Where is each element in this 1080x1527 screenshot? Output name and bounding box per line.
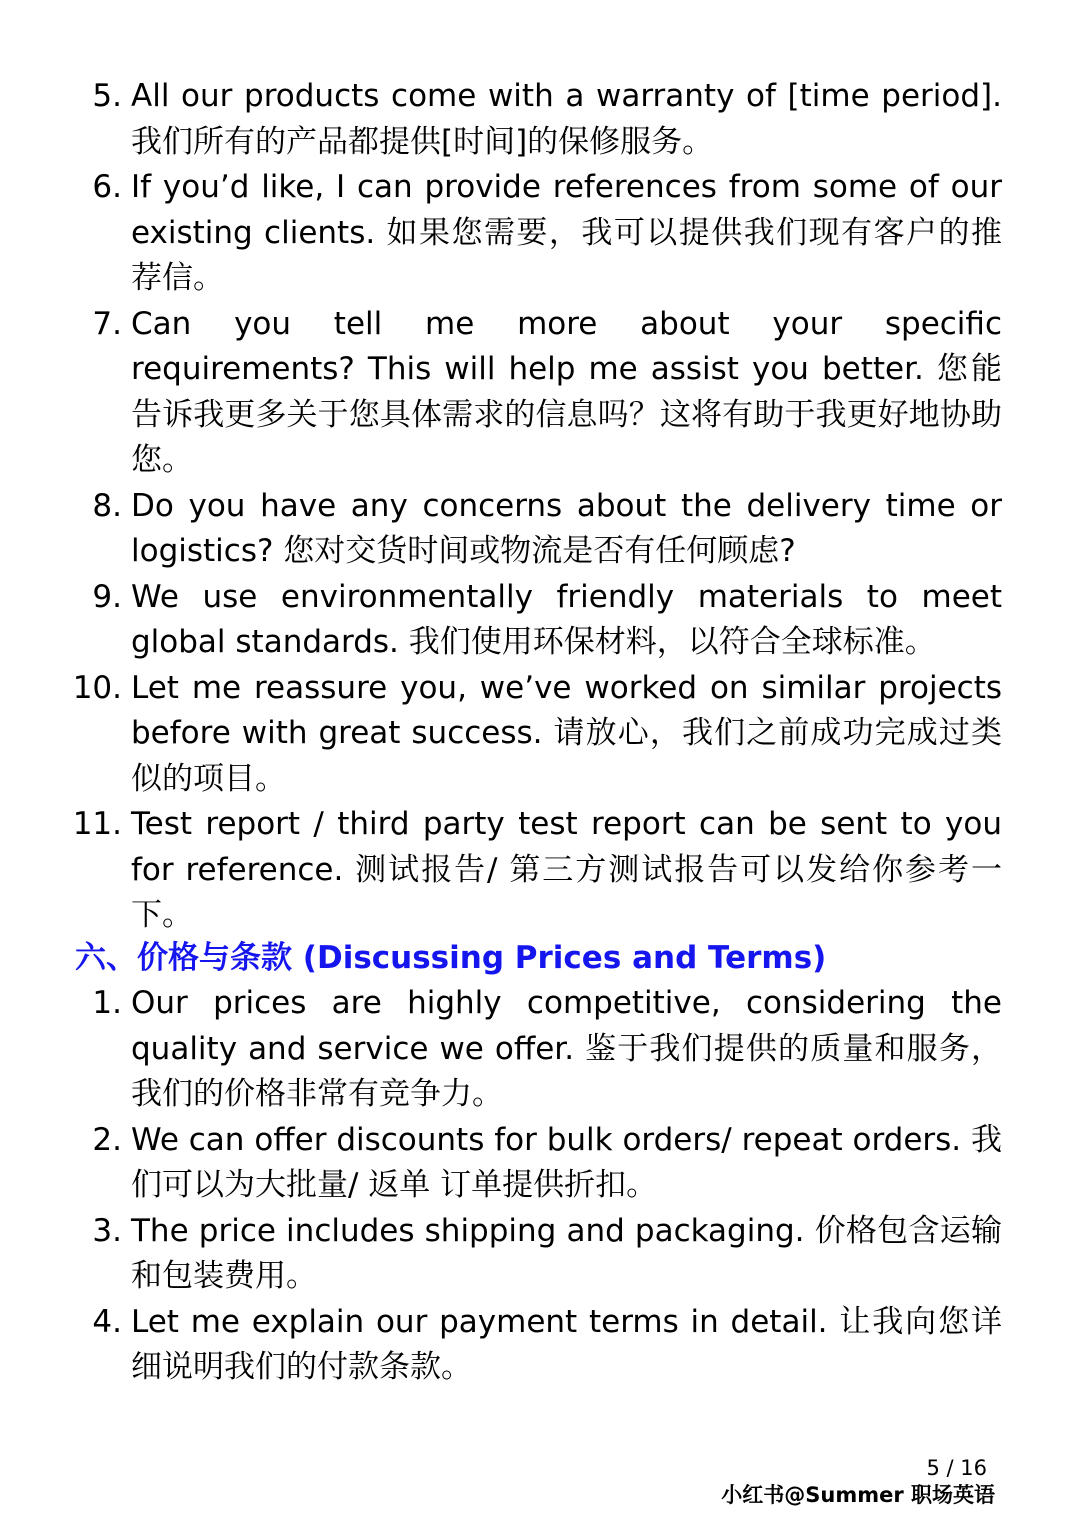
list-item [0,802,1080,939]
item-text: Our prices are highly competitive, considering the quality and service we offer. 鉴于我们提供的质量和服务，我们的价格非常有竞争力。 [131,985,1002,1112]
item-text: We use environmentally friendly materials to meet global standards. 我们使用环保材料，以符合全球标准。 [131,578,1002,660]
item-text: Do you have any concerns about the delivery time or logistics? 您对交货时间或物流是否有任何顾虑? [131,487,1002,569]
continued-list [0,74,1080,939]
item-number: 8. [92,487,122,524]
item-text: Can you tell me more about your specific requirements? This will help me assist you better. 您能告诉我更多关于您具体需求的信息吗？这将有助于我更好地协助您。 [131,305,1002,478]
list-item [0,165,1080,302]
item-number: 3. [92,1212,122,1249]
item-number: 11. [72,806,122,842]
section-list [0,981,1080,1391]
list-item [0,666,1080,803]
item-text: We can offer discounts for bulk orders/ repeat orders. 我们可以为大批量/ 返单 订单提供折扣。 [131,1121,1002,1203]
item-number: 9. [92,578,122,615]
item-number: 1. [92,985,122,1021]
item-number: 4. [92,1303,122,1340]
item-text: Let me reassure you, we’ve worked on similar projects before with great success. 请放心，我们之前成功完成过类似的项目。 [131,669,1002,797]
item-text: The price includes shipping and packaging. 价格包含运输和包装费用。 [131,1212,1002,1294]
item-text: If you’d like, I can provide references from some of our existing clients. 如果您需要，我可以提供我们现有客户的推荐信。 [131,169,1002,296]
footer-brand: 小红书@Summer 职场英语 [721,1483,995,1507]
list-item [0,74,1080,165]
item-number: 5. [92,78,122,114]
item-text: Let me explain our payment terms in detail. 让我向您详细说明我们的付款条款。 [131,1303,1002,1385]
list-item [0,575,1080,666]
item-number: 2. [92,1121,122,1158]
list-item [0,1300,1080,1391]
item-text: Test report / third party test report can be sent to you for reference. 测试报告/ 第三方测试报告可以发给你参考一下。 [131,806,1002,933]
page-number: 5 / 16 [926,1456,987,1480]
list-item [0,484,1080,575]
list-item [0,981,1080,1118]
item-number: 10. [72,669,122,706]
item-number: 6. [92,169,122,205]
item-number: 7. [92,305,122,342]
section-heading: 六、价格与条款 (Discussing Prices and Terms) [75,940,827,976]
list-item [0,302,1080,484]
list-item [0,1209,1080,1300]
item-text: All our products come with a warranty of [time period]. 我们所有的产品都提供[时间]的保修服务。 [131,78,1002,160]
list-item [0,1118,1080,1209]
